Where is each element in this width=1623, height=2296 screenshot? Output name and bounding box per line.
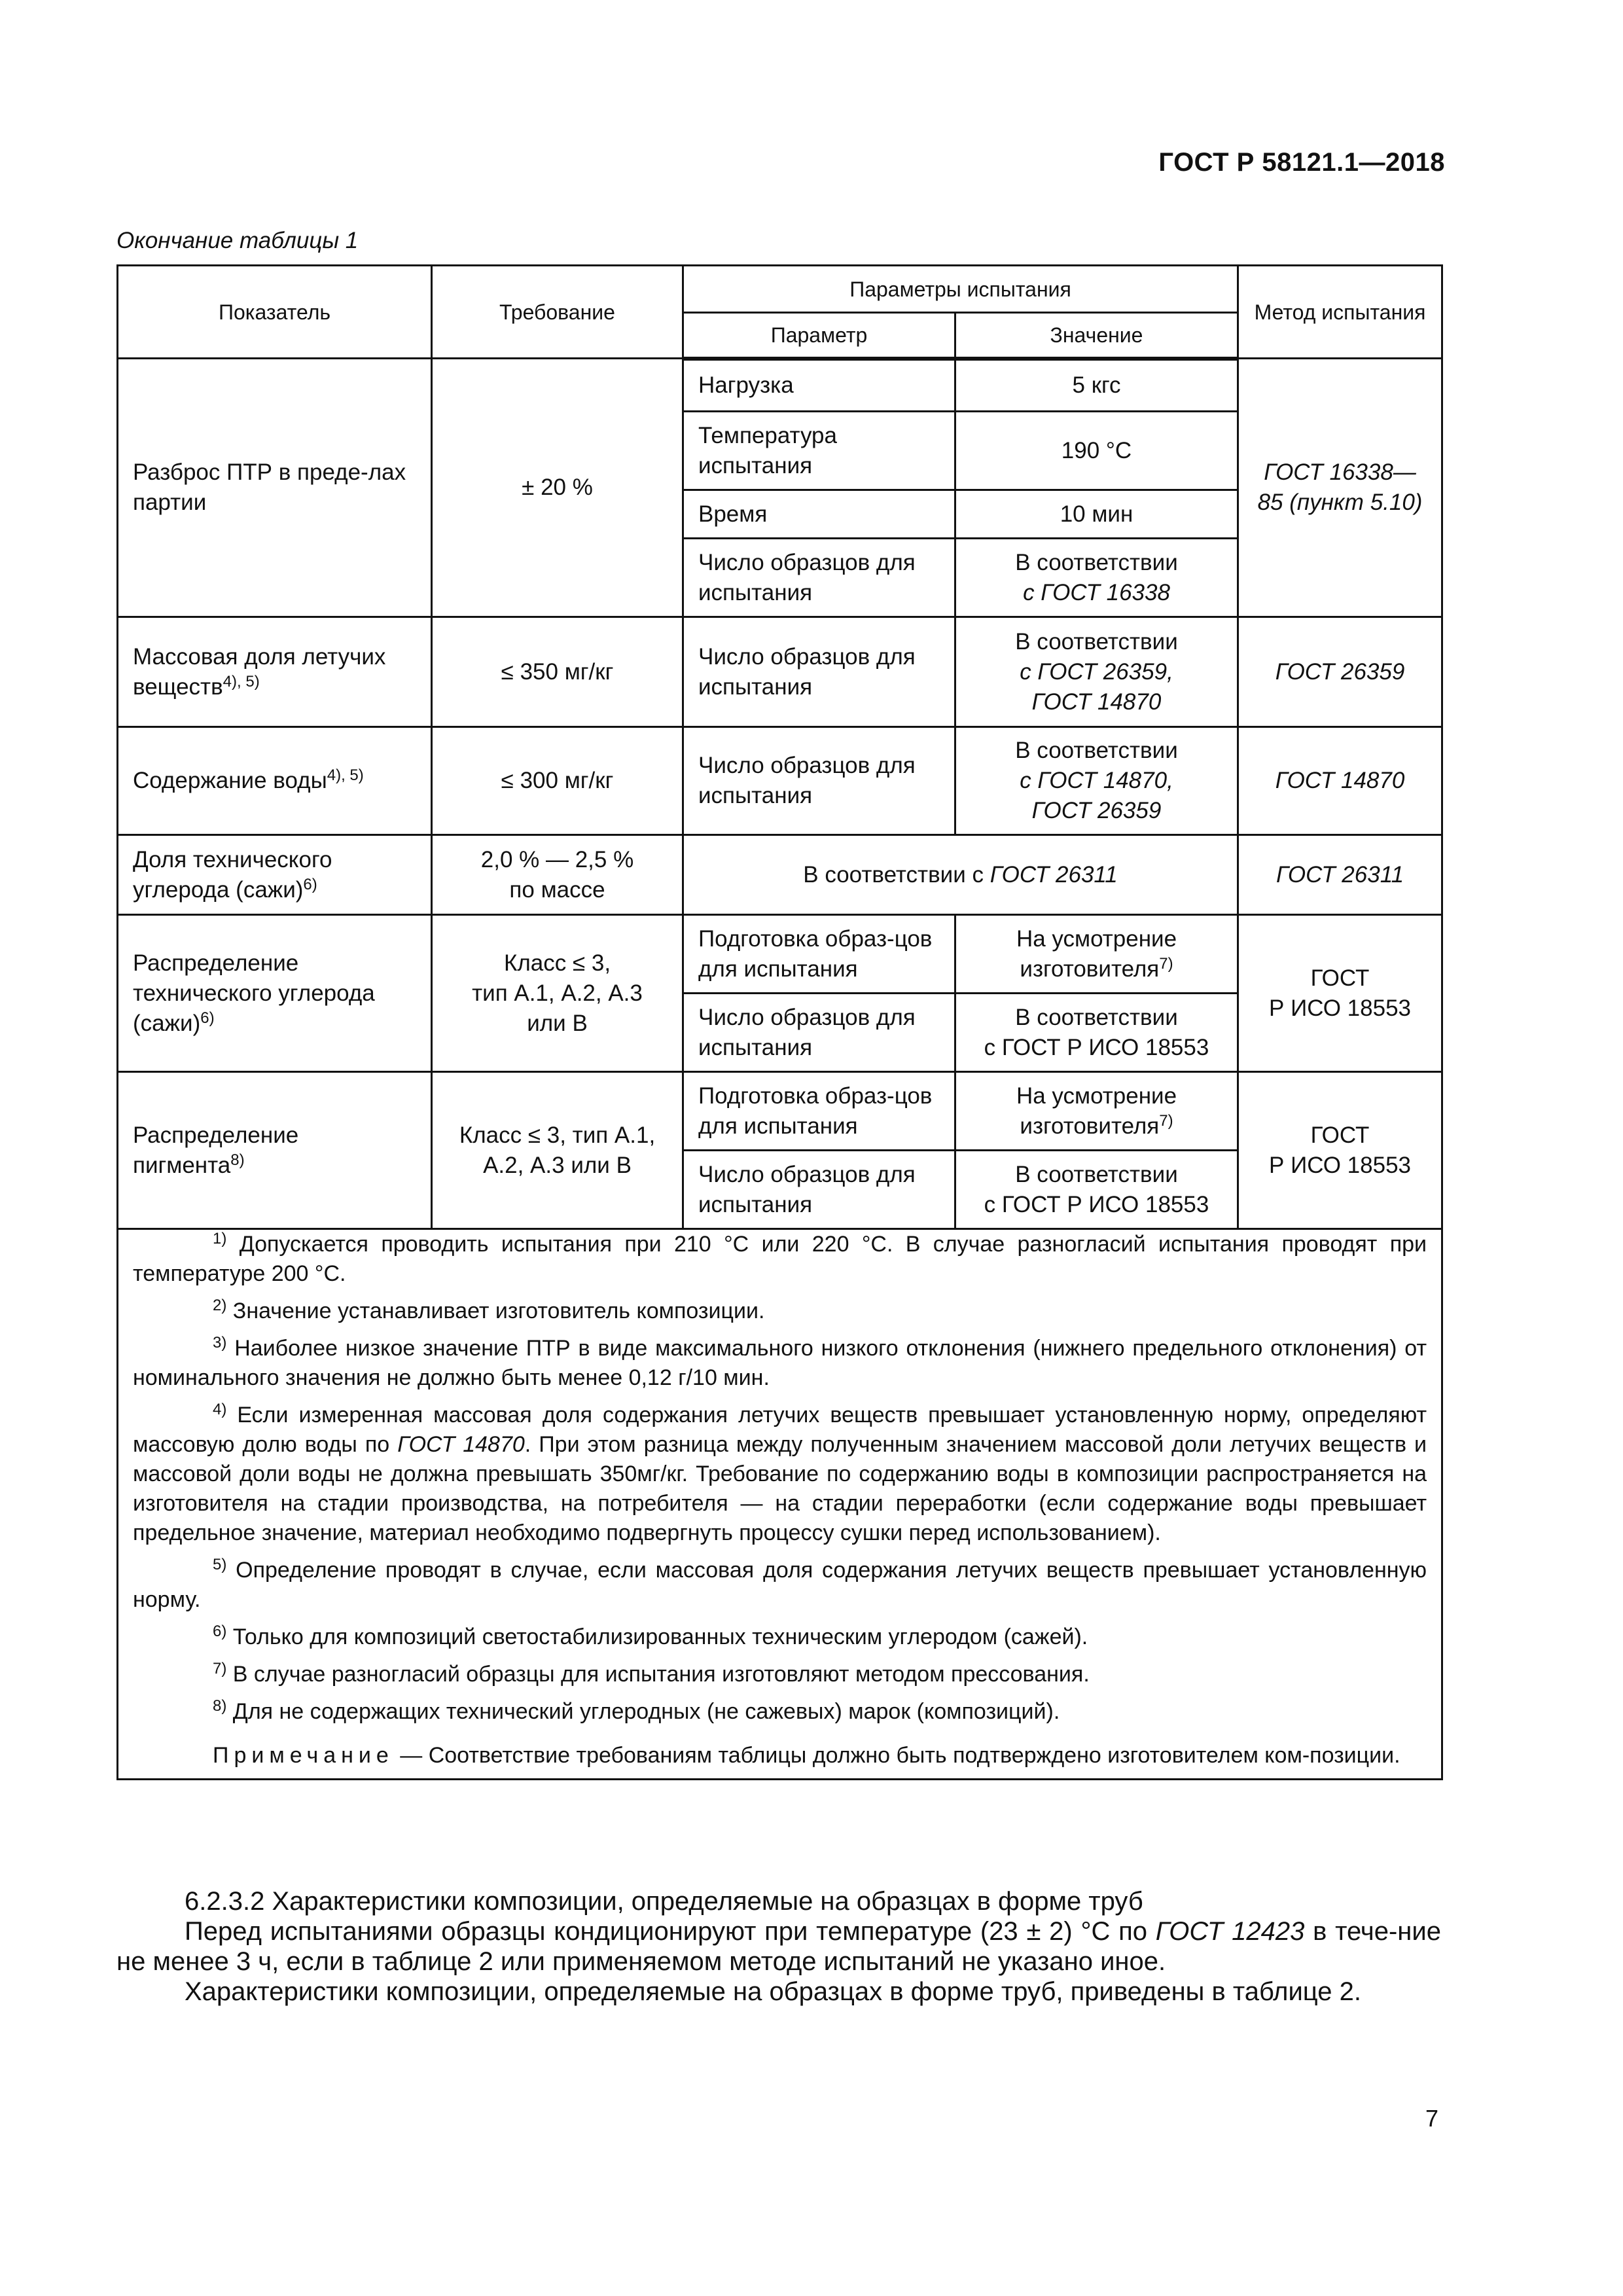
row6-param-prep: Подготовка образ-цов для испытания	[683, 1072, 955, 1151]
row1-param-temp: Температура испытания	[683, 412, 955, 490]
row2-name: Массовая доля летучих веществ$^{4), 5)}$	[118, 617, 432, 727]
row6-method: ГОСТ Р ИСО 18553	[1238, 1072, 1442, 1229]
row2-param: Число образцов для испытания	[683, 617, 955, 727]
header-value: Значение	[955, 313, 1238, 359]
footnote: $^{5)}$ Определение проводят в случае, если массовая доля содержания летучих веществ превышает установленную норму.	[133, 1556, 1427, 1612]
section-heading: 6.2.3.2 Характеристики композиции, определяемые на образцах в форме труб	[185, 1887, 1143, 1916]
row1-value-samples: В соответствии с ГОСТ 16338	[955, 539, 1238, 617]
table-caption: Окончание таблицы 1	[116, 228, 359, 253]
row4-requirement: 2,0 % — 2,5 % по массе	[432, 835, 683, 915]
row6-requirement: Класс ≤ 3, тип А.1, А.2, А.3 или В	[432, 1072, 683, 1229]
row5-param-prep: Подготовка образ-цов для испытания	[683, 915, 955, 994]
row2-value: В соответствии с ГОСТ 26359, ГОСТ 14870	[955, 617, 1238, 727]
header-param: Параметр	[683, 313, 955, 359]
footnote: $^{7)}$ В случае разногласий образцы для испытания изготовляют методом прессования.	[213, 1660, 1090, 1687]
paragraph-table2: Характеристики композиции, определяемые на образцах в форме труб, приведены в таблице 2.	[185, 1977, 1361, 2006]
row5-value-prep: На усмотрение изготовителя$^{7)}$	[955, 915, 1238, 994]
row3-value: В соответствии с ГОСТ 14870, ГОСТ 26359	[955, 727, 1238, 835]
page-number: 7	[1425, 2105, 1438, 2132]
row5-param-samples: Число образцов для испытания	[683, 994, 955, 1072]
row1-method: ГОСТ 16338—85 (пункт 5.10)	[1238, 359, 1442, 617]
row6-param-samples: Число образцов для испытания	[683, 1151, 955, 1229]
row6-name: Распределение пигмента$^{8)}$	[118, 1072, 432, 1229]
row1-param-samples: Число образцов для испытания	[683, 539, 955, 617]
row3-method: ГОСТ 14870	[1238, 727, 1442, 835]
requirements-table	[116, 264, 1443, 1780]
row4-param-value: В соответствии с ГОСТ 26311	[683, 835, 1238, 915]
row3-requirement: ≤ 300 мг/кг	[432, 727, 683, 835]
row1-param-load: Нагрузка	[683, 359, 955, 412]
header-indicator: Показатель	[118, 266, 432, 359]
table-note: Примечание — Соответствие требованиям таблицы должно быть подтверждено изготовителем ком-позиции.	[213, 1743, 1400, 1768]
footnote: $^{3)}$ Наиболее низкое значение ПТР в виде максимального низкого отклонения (нижнего предельного отклонения) от номинального значения не должно быть менее 0,12 г/10 мин.	[133, 1334, 1427, 1390]
header-test-params: Параметры испытания	[683, 266, 1238, 313]
row6-value-samples: В соответствии с ГОСТ Р ИСО 18553	[955, 1151, 1238, 1229]
row4-name: Доля технического углерода (сажи)$^{6)}$	[118, 835, 432, 915]
row5-requirement: Класс ≤ 3, тип А.1, А.2, А.3 или В	[432, 915, 683, 1072]
header-requirement: Требование	[432, 266, 683, 359]
row4-method: ГОСТ 26311	[1238, 835, 1442, 915]
table-footnotes	[118, 1229, 1442, 1780]
row1-name: Разброс ПТР в преде-лах партии	[118, 359, 432, 617]
header-method: Метод испытания	[1238, 266, 1442, 359]
footnote: $^{4)}$ Если измеренная массовая доля содержания летучих веществ превышает установленную норму, определяют массовую долю воды по ГОСТ 14870. При этом разница между полученным значением массовой доли летучих веществ и массовой доли воды не должна превышать 350мг/кг. Требование по содержанию воды в композиции распространяется на изготовителя на стадии производства, на потребителя — на стадии переработки (если содержание воды превышает предельное значение, материал необходимо подвергнуть процессу сушки перед использованием).	[133, 1401, 1427, 1545]
row6-value-prep: На усмотрение изготовителя$^{7)}$	[955, 1072, 1238, 1151]
row5-value-samples: В соответствии с ГОСТ Р ИСО 18553	[955, 994, 1238, 1072]
row1-value-time: 10 мин	[955, 490, 1238, 539]
row1-value-temp: 190 °С	[955, 412, 1238, 490]
row2-method: ГОСТ 26359	[1238, 617, 1442, 727]
row5-name: Распределение технического углерода (сажи)$^{6)}$	[118, 915, 432, 1072]
body-text	[116, 1886, 1441, 2007]
footnote: $^{6)}$ Только для композиций светостабилизированных техническим углеродом (сажей).	[213, 1623, 1088, 1649]
row3-name: Содержание воды$^{4), 5)}$	[118, 727, 432, 835]
paragraph-conditioning: Перед испытаниями образцы кондиционируют при температуре (23 ± 2) °С по ГОСТ 12423 в тече-ние не менее 3 ч, если в таблице 2 или применяемом методе испытаний не указано иное.	[116, 1917, 1441, 1976]
row1-requirement: ± 20 %	[432, 359, 683, 617]
footnote: $^{2)}$ Значение устанавливает изготовитель композиции.	[213, 1297, 765, 1323]
document-header: ГОСТ Р 58121.1—2018	[1158, 148, 1445, 177]
row1-value-load: 5 кгс	[955, 359, 1238, 412]
row2-requirement: ≤ 350 мг/кг	[432, 617, 683, 727]
footnote: $^{1)}$ Допускается проводить испытания при 210 °С или 220 °С. В случае разногласий испытания проводят при температуре 200 °С.	[133, 1230, 1427, 1286]
row5-method: ГОСТ Р ИСО 18553	[1238, 915, 1442, 1072]
row3-param: Число образцов для испытания	[683, 727, 955, 835]
footnote: $^{8)}$ Для не содержащих технический углеродных (не сажевых) марок (композиций).	[213, 1697, 1060, 1724]
row1-param-time: Время	[683, 490, 955, 539]
